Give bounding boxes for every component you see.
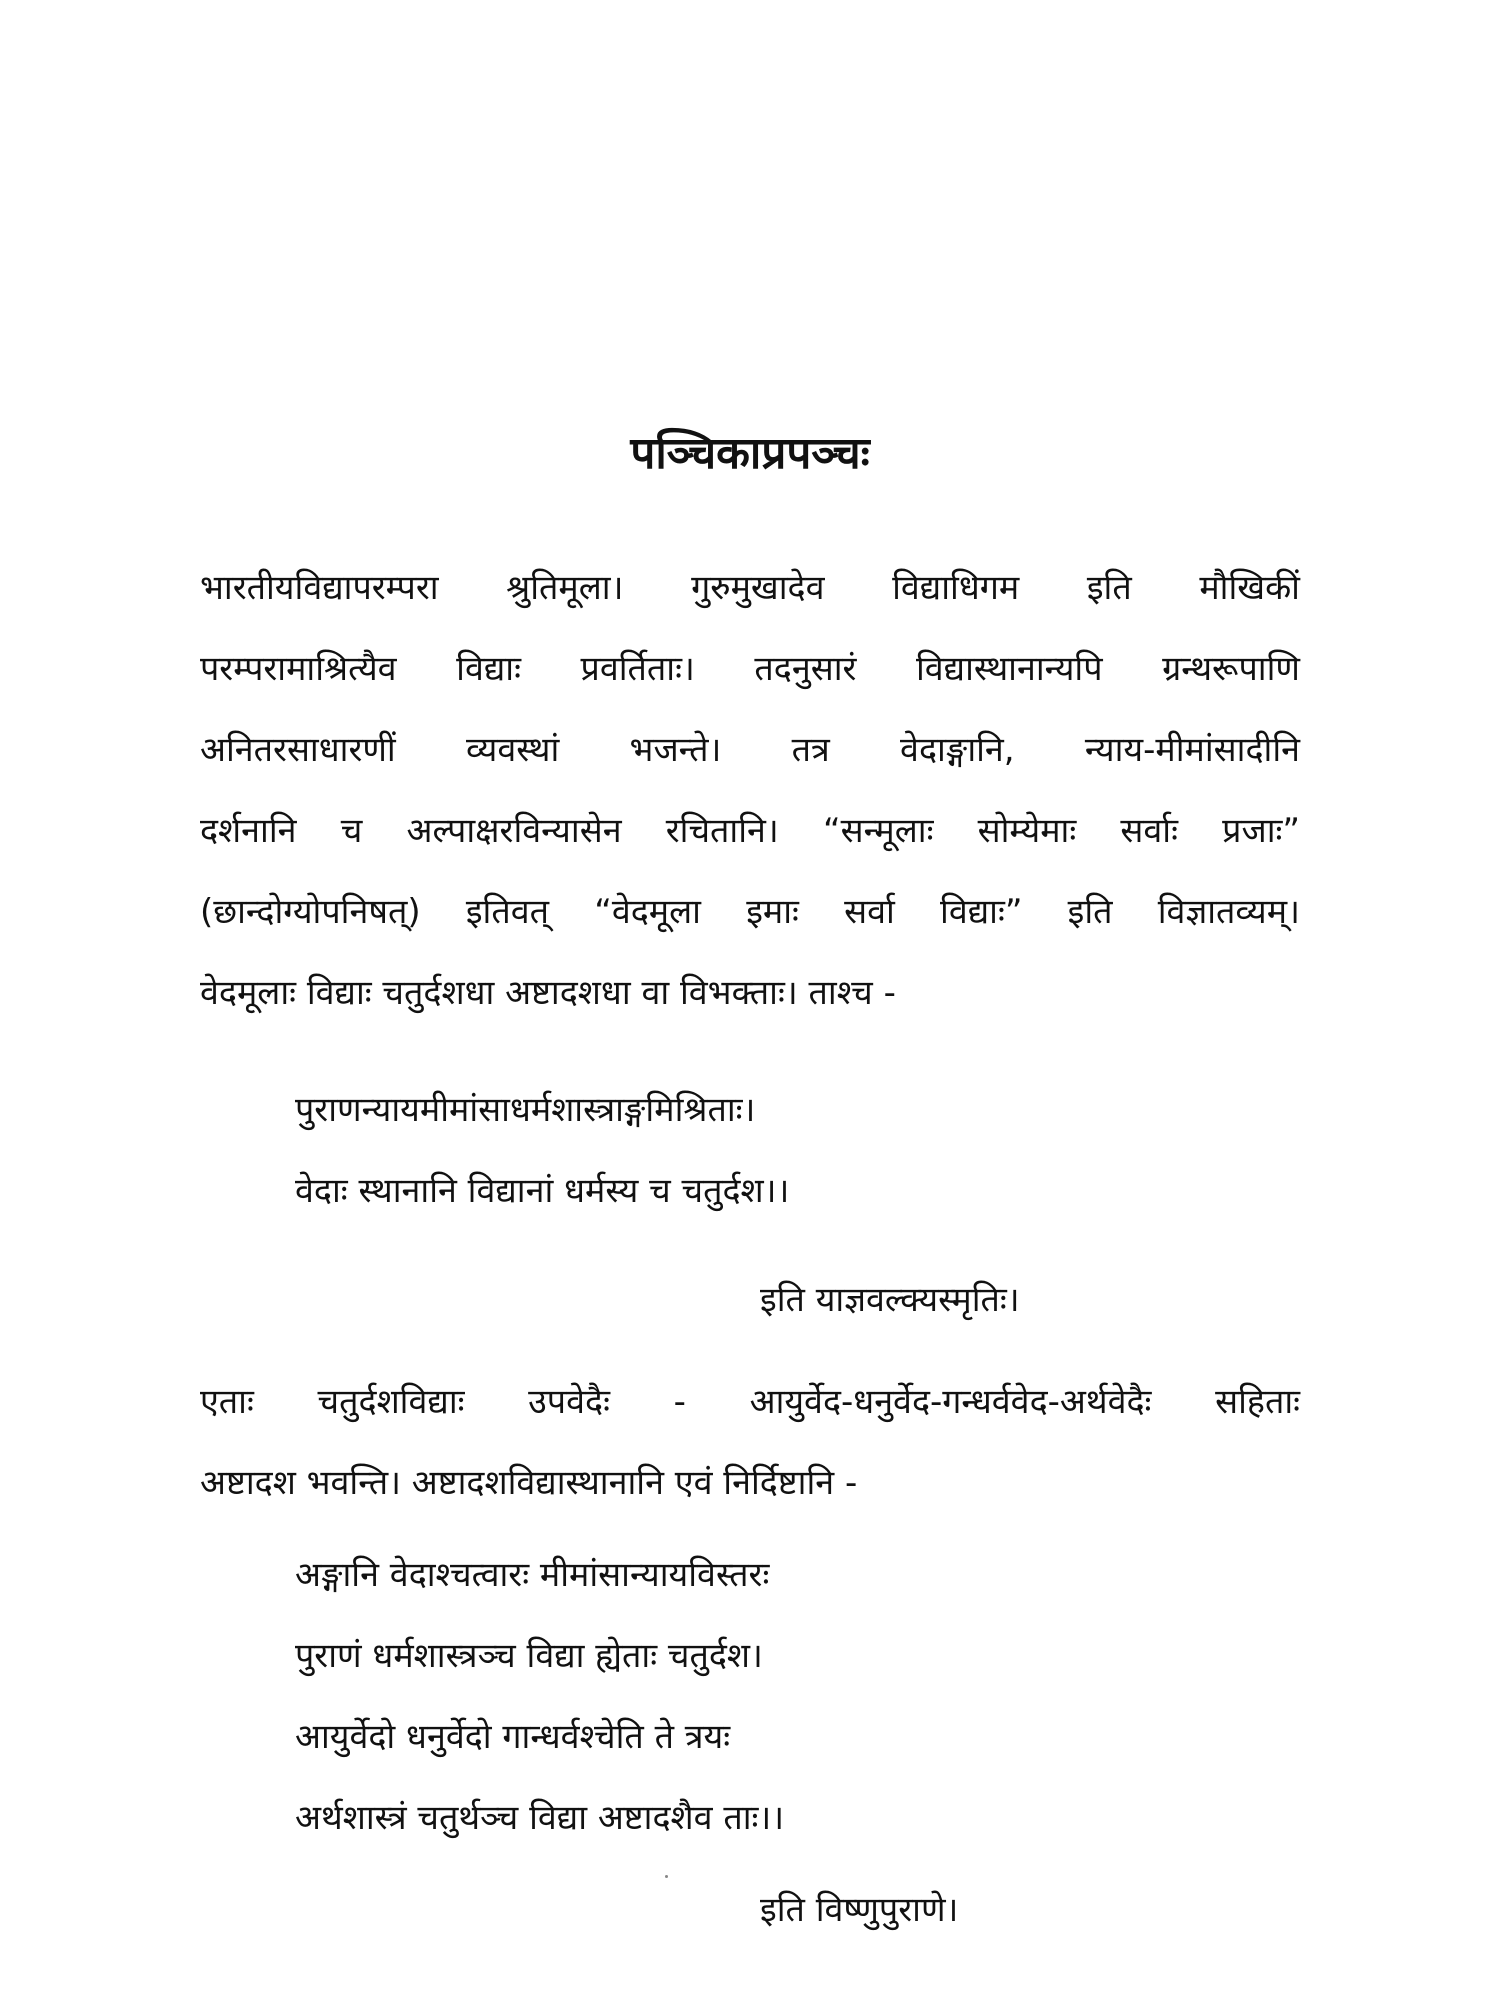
paragraph-line: दर्शनानि च अल्पाक्षरविन्यासेन रचितानि। “सन्मूलाः सोम्येमाः सर्वाः प्रजाः”: [200, 811, 1300, 851]
verse-line: अङ्गानि वेदाश्चत्वारः मीमांसान्यायविस्तरः: [295, 1555, 770, 1595]
verse-line: पुराणं धर्मशास्त्रञ्च विद्या ह्येताः चतुर्दश।: [295, 1636, 763, 1676]
verse-line: अर्थशास्त्रं चतुर्थञ्च विद्या अष्टादशैव ताः।।: [295, 1798, 785, 1838]
paragraph-line: अष्टादश भवन्ति। अष्टादशविद्यास्थानानि एवं निर्दिष्टानि -: [200, 1463, 858, 1503]
paragraph-line: (छान्दोग्योपनिषत्) इतिवत् “वेदमूला इमाः सर्वा विद्याः” इति विज्ञातव्यम्।: [200, 892, 1300, 932]
verse-line: आयुर्वेदो धनुर्वेदो गान्धर्वश्चेति ते त्रयः: [295, 1717, 731, 1757]
page-title: पञ्चिकाप्रपञ्चः: [630, 428, 870, 479]
verse-source-citation: इति विष्णुपुराणे।: [760, 1890, 959, 1930]
verse-vishnupurana: [295, 1535, 784, 1859]
verse-line: वेदाः स्थानानि विद्यानां धर्मस्य च चतुर्दश।।: [295, 1171, 790, 1211]
paragraph-line: परम्परामाश्रित्यैव विद्याः प्रवर्तिताः। तदनुसारं विद्यास्थानान्यपि ग्रन्थरूपाणि: [200, 649, 1300, 689]
verse-yajnavalkya: [295, 1070, 789, 1232]
paragraph-line: एताः चतुर्दशविद्याः उपवेदैः - आयुर्वेद-धनुर्वेद-गन्धर्ववेद-अर्थवेदैः सहिताः: [200, 1382, 1300, 1422]
paragraph-intro: [200, 548, 1300, 1034]
paragraph-line: वेदमूलाः विद्याः चतुर्दशधा अष्टादशधा वा विभक्ताः। ताश्च -: [200, 973, 896, 1013]
paragraph-line: भारतीयविद्यापरम्परा श्रुतिमूला। गुरुमुखादेव विद्याधिगम इति मौखिकीं: [200, 568, 1300, 608]
paragraph-upavedas: [200, 1362, 1300, 1524]
scan-speck: [665, 1875, 668, 1878]
verse-line: पुराणन्यायमीमांसाधर्मशास्त्राङ्गमिश्रिताः।: [295, 1090, 756, 1130]
verse-source-citation: इति याज्ञवल्क्यस्मृतिः।: [760, 1280, 1020, 1320]
paragraph-line: अनितरसाधारणीं व्यवस्थां भजन्ते। तत्र वेदाङ्गानि, न्याय-मीमांसादीनि: [200, 730, 1300, 770]
